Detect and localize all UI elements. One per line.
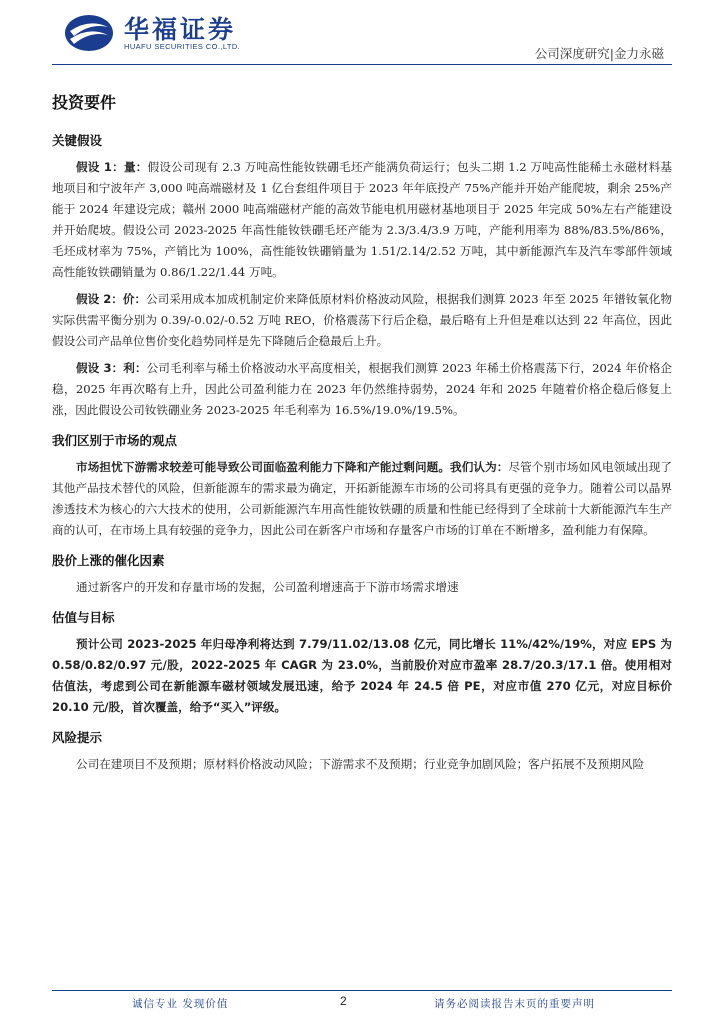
assumption-1-label: 假设 1：量： bbox=[76, 160, 148, 174]
section-heading-assumptions: 关键假设 bbox=[52, 133, 103, 148]
page-title: 投资要件 bbox=[52, 93, 117, 112]
assumption-1-paragraph bbox=[52, 157, 672, 283]
catalyst-paragraph: 通过新客户的开发和存量市场的发掘，公司盈利增速高于下游市场需求增速 bbox=[76, 580, 459, 594]
page-number: 2 bbox=[340, 994, 347, 1008]
section-heading-difference: 我们区别于市场的观点 bbox=[52, 433, 178, 448]
assumption-1-text: 假设公司现有 2.3 万吨高性能钕铁硼毛坯产能满负荷运行；包头二期 1.2 万吨高性能稀土永磁材料基地项目和宁波年产 3,000 吨高端磁材及 1 亿台套组件项目于 2023 年年底投产 75%产能并开始产能爬坡，剩余 25%产能于 2024 年建设完成；赣州 2000 吨高端磁材产能的高效节能电机用磁材基地项目于 2025 年完成 50%左右产能建设并开始爬坡。假设公司 2023-2025 年高性能钕铁硼毛坯产能为 2.3/3.4/3.9 万吨，产能利用率为 88%/83.5%/86%，毛坯成材率为 75%，产销比为 100%，高性能钕铁硼销量为 1.51/2.14/2.52 万吨，其中新能源汽车及汽车零部件领域高性能钕铁硼销量为 0.86/1.22/1.44 万吨。 bbox=[52, 160, 673, 279]
footer-slogan: 诚信专业 发现价值 bbox=[132, 998, 229, 1010]
assumption-2-label: 假设 2：价： bbox=[76, 292, 147, 306]
difference-paragraph bbox=[52, 457, 672, 541]
report-type-label: 公司深度研究|金力永磁 bbox=[534, 46, 664, 61]
company-logo-english: HUAFU SECURITIES CO.,LTD. bbox=[124, 42, 241, 51]
page-header bbox=[0, 0, 724, 72]
difference-bold-text: 市场担忧下游需求较差可能导致公司面临盈利能力下降和产能过剩问题。我们认为： bbox=[76, 460, 509, 474]
risk-paragraph: 公司在建项目不及预期；原材料价格波动风险；下游需求不及预期；行业竞争加剧风险；客户拓展不及预期风险 bbox=[76, 757, 645, 771]
difference-text: 尽管个别市场如风电领域出现了其他产品技术替代的风险，但新能源车的需求最为确定，开拓新能源车市场的公司将具有更强的竞争力。随着公司以晶界渗透技术为核心的六大技术的使用，公司新能源汽车用高性能钕铁硼的质量和性能已经得到了全球前十大新能源汽车生产商的认可，在市场上具有较强的竞争力，因此公司在新客户市场和存量客户市场的订单在不断增多，盈利能力有保障。 bbox=[52, 460, 672, 537]
section-heading-catalyst: 股价上涨的催化因素 bbox=[52, 553, 165, 568]
footer-divider bbox=[52, 990, 672, 991]
assumption-2-paragraph bbox=[52, 289, 672, 352]
section-heading-risk: 风险提示 bbox=[52, 730, 103, 745]
report-body bbox=[52, 90, 672, 781]
assumption-2-text: 公司采用成本加成机制定价来降低原材料价格波动风险，根据我们测算 2023 年至 2025 年镨钕氧化物实际供需平衡分别为 0.39/-0.02/-0.52 万吨 REO，价格震荡下行后企稳，最后略有上升但是难以达到 22 年高位，因此假设公司产品单位售价变化趋势同样是先下降随后企稳最后上升。 bbox=[52, 292, 672, 348]
valuation-paragraph: 预计公司 2023-2025 年归母净利将达到 7.79/11.02/13.08 亿元，同比增长 11%/42%/19%，对应 EPS 为 0.58/0.82/0.97 元/股，2022-2025 年 CAGR 为 23.0%，当前股价对应市盈率 28.7/20.3/17.1 倍。使用相对估值法，考虑到公司在新能源车磁材领域发展迅速，给予 2024 年 24.5 倍 PE，对应市值 270 亿元，对应目标价 20.10 元/股，首次覆盖，给予“买入”评级。 bbox=[52, 637, 672, 714]
assumption-3-text: 公司毛利率与稀土价格波动水平高度相关，根据我们测算 2023 年稀土价格震荡下行，2024 年价格企稳，2025 年再次略有上升，因此公司盈利能力在 2023 年仍然维持弱势，2024 年和 2025 年随着价格企稳后修复上涨，因此假设公司钕铁硼业务 2023-2025 年毛利率为 16.5%/19.0%/19.5%。 bbox=[52, 361, 673, 417]
company-logo-text: 华福证券 bbox=[124, 15, 237, 44]
huafu-logo-icon bbox=[64, 14, 114, 52]
assumption-3-label: 假设 3：利： bbox=[76, 361, 147, 375]
footer-disclaimer-note: 请务必阅读报告末页的重要声明 bbox=[434, 998, 595, 1010]
assumption-3-paragraph bbox=[52, 358, 672, 421]
section-heading-valuation: 估值与目标 bbox=[52, 610, 115, 625]
header-divider bbox=[52, 64, 672, 65]
